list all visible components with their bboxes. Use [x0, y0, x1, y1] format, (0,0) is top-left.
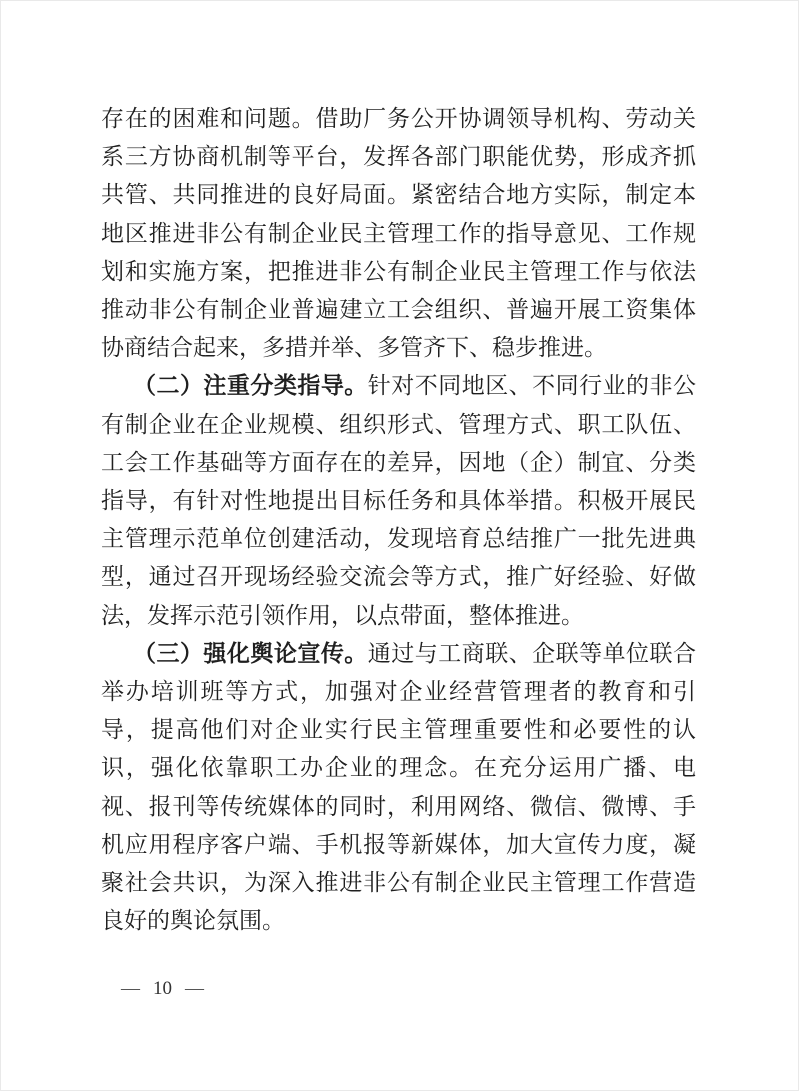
paragraph-text: 针对不同地区、不同行业的非公有制企业在企业规模、组织形式、管理方式、职工队伍、工会工作基础等方面存在的差异，因地（企）制宜、分类指导，有针对性地提出目标任务和具体举措。积极开展民主管理示范单位创建活动，发现培育总结推广一批先进典型，通过召开现场经验交流会等方式，推广好经验、好做法，发挥示范引领作用，以点带面，整体推进。: [101, 373, 697, 628]
page-number: 10: [153, 978, 172, 999]
footer-left-dash: —: [121, 978, 140, 999]
section-heading: （二）注重分类指导。: [133, 373, 368, 399]
paragraph-section-2: [101, 367, 696, 634]
paragraph-text: 存在的困难和问题。借助厂务公开协调领导机构、劳动关系三方协商机制等平台，发挥各部门职能优势，形成齐抓共管、共同推进的良好局面。紧密结合地方实际，制定本地区推进非公有制企业民主管理工作的指导意见、工作规划和实施方案，把推进非公有制企业民主管理工作与依法推动非公有制企业普遍建立工会组织、普遍开展工资集体协商结合起来，多措并举、多管齐下、稳步推进。: [101, 106, 696, 361]
paragraph-section-3: [101, 635, 696, 941]
page-footer: [121, 977, 204, 1001]
paragraph-text: 通过与工商联、企联等单位联合举办培训班等方式，加强对企业经营管理者的教育和引导，提高他们对企业实行民主管理重要性和必要性的认识，强化依靠职工办企业的理念。在充分运用广播、电视、报刊等传统媒体的同时，利用网络、微信、微博、手机应用程序客户端、手机报等新媒体，加大宣传力度，凝聚社会共识，为深入推进非公有制企业民主管理工作营造良好的舆论氛围。: [101, 640, 697, 934]
document-body: [101, 100, 696, 940]
section-heading: （三）强化舆论宣传。: [133, 640, 368, 666]
paragraph-continuation: [101, 100, 696, 367]
footer-right-dash: —: [185, 978, 204, 999]
